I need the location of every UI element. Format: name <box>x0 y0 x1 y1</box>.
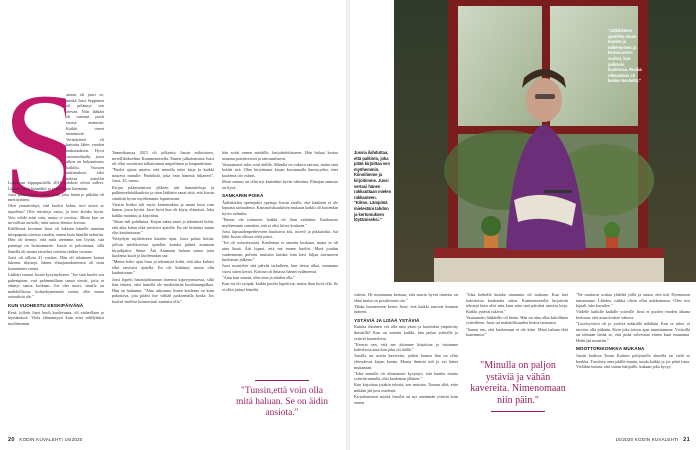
photo-caption-1 <box>608 28 642 84</box>
subheading: KUN VUOHESTU KESKIPÄIVÄNÄ <box>8 302 84 308</box>
pull-quote <box>232 380 332 419</box>
paragraph: airaan oli juuri se, minkä Jussi Seppänen oli pelännyt sen olevan. Niin lääkäri oli sanonut puoli vuotta aiemmin. Kaikki oireet täsmäsivät. Verinäytteet oli katsottu lähes vuoden taukotauksen. Hyvä saurausuhjailu, jossa ulkoa on kokonaisuus kaikilta. Vuosien tutkimukset: eikö pohjaa ajatellut <box>66 92 104 180</box>
paragraph: Lääkäri vastasi Jussin kysymykseen: "Jos sinä kuolet sen pahempaan, voit pahimmillaan sanoa viestit, joita et ehtinyt sanoa koskaan. Jos olet nuori, sinulla on mahdollisuus, kolmekymmentä vuotta, ellei muita sairauksia ole." <box>8 272 104 300</box>
footer-magazine-issue: 16/2020 KODIN KUVALEHTI <box>615 437 679 442</box>
photo-caption-text: Jussia ilahduttaa, että palkinto, joka pitää kirjoittaa sen myöhemmin. Kiinnitimme ja kirjoitimme. Jussi vertasi hänen rakkauttaan mielen rakkauteen. "Kiitos. Lämpimä mielestäni tahdon ja kertomuksen löytämiseksi." <box>354 150 392 223</box>
paragraph: Jussi muistelee sitä päivää tarkalleen, kun tietoa alkoi, muutama vuosi sitten kertoi. Kotona oli ilmassa hänen sydämensä. <box>222 263 338 274</box>
paragraph: Jussilla on useita kavereita, joiden kanssa hän on ollut yhteydessä kirjan kautta. Monta ihmistä tuli ja vei hänet mukanaan. <box>354 353 458 370</box>
footer-magazine-issue: KODIN KUVALEHTI 16/2020 <box>19 437 83 442</box>
svg-text:S: S <box>4 84 66 204</box>
article-column-2 <box>112 150 214 432</box>
page-number: 21 <box>683 437 690 443</box>
paragraph: Viestin lisäksi tuli myös kertomuksia ja muun kuin vain hänen, jossa hyvää. Jussi hyvä kun oli käyty elämästä. Joka kaikki muuttuu ja kirjoittuu. <box>112 201 214 219</box>
paragraph: "Emme ole tottuneet, kaikki oli ihan valmiina. Kuukausia myöhemmin sanottiin, että ei olisi kiitos koskaan." <box>222 217 338 228</box>
article-column-1-top <box>66 92 104 180</box>
paragraph: "Kerron sen, että me aloimme kirjoittaa ja istuimme kahvilassa aina kun joku oli täällä." <box>354 341 458 353</box>
left-page <box>0 0 346 450</box>
paragraph: Kun isä oli syöpää, kaikki puolet lopettivat, mutta ihan hyvä olla. Se ei ollut jäänyt häneltä. <box>222 281 338 292</box>
subheading: SANKARIN POIKA <box>222 193 264 199</box>
paragraph: Äidinkielen opettajaksi opettaja Jussin sisälle, että hänkään ei ole lopunut sairaudesta. Kantasolukuuluisen mukaan kaikki oli kuitenkin hyvin valmiita. <box>222 199 338 216</box>
article-column-5 <box>354 292 458 432</box>
paragraph: Olen ymmärtänyt, että kuolen kohta, niin miten se tapahtuu? Olin miettinyt asiaa, ja koin kuinka hyvin. Voin tehdä mitä vain, mutta ei tarvitse. Mutta kun on turvallista minulle, mitä sanoa ihmiset kotona. <box>8 203 104 226</box>
article-column-7 <box>576 292 690 432</box>
paragraph: "Ne saattavat soittaa yhdeltä yöllä ja sanoa, että tule Dynamoon tanssimaan. Lähden, vaikka olisin ollut nukkumassa. Olen tosi lojaali, hän kuvailee." <box>576 292 690 309</box>
paragraph: Jussin kodissa Turun Kotinin pohjoisella alueella on vielä se konkka. Tarvitsee oma päälle muuta, tuoda kaikki ja jos pitää istua. Vieläkin tuntuu, että soitan lukijoille, kukaan joka kysyy. <box>576 352 690 370</box>
subheading: YSTÄVIÄ JA LISÄÄ YSTÄVIÄ <box>354 317 420 323</box>
paragraph: "Sanon sen, että kuolemaan ei ole kiire. Minä haluan elää kauemmin." <box>466 326 568 338</box>
paragraph: Jussi lapsuudenperheeseen kuuluivat äiti, isoveli ja pikkusisko. Isä lähti Jussin ollessa vielä pieni. <box>222 228 338 240</box>
paragraph: Kirjan julkaisemisen jälkeen tuli haastatteluja ja palkintoehdokkuuksia ja siten lääkärin sanat siitä, että Jussin siinäistä hyvin myöhemmin loputtomiin. <box>112 184 214 201</box>
paragraph: "Puolet ajasta mietin, että minulla tulee kirja ja kaikki naurava minulle. Päätöksiä, joka vain hänestä biljaneet", Jussi, 45, sanoo. <box>112 167 214 184</box>
paragraph: "Menin koko ajan lisaa ja tekemistä kohti, että aika kuluisi eikä tarvitsisi ajatella. En ole kiittänyt, mutta olin kauhuissaan." <box>112 259 214 276</box>
paragraph: Vastaanotto lääkärille oli hieno. Hän on aina ollut kiitollinen ystävilleen. Jussi sai mahdollisuuden kertoa tarinansa. <box>466 314 568 326</box>
paragraph: Vastaanoton tulos sotti äidille: Minulla on vakava sairaus, mutta sinä hoidat sitä. Olen kirjoittanut kirjan kuvaamalla ihmisyyden, ettei kuolema ole valmis. <box>222 161 338 178</box>
article-column-1 <box>8 180 104 432</box>
paragraph: Tammikuussa 2015 oli julkaistu Jussin esikoisteos, novellikokoelma Kummenotsella. Ennen julkaisemista Jussi oli ollut vuosittain tolkuttoman umpeliinen ja kaupunkiinsa. <box>112 150 214 167</box>
photo-illustration <box>394 0 696 282</box>
paragraph: Jussi lopetti hautajaiskunnan itseensä kipeytymisessa, sillä hän viittasi, ettei hänellä ole merkittävää kuolemanpelkoa. Hän on halunnut. "Aina uskotaan, kuten kuolema on kuin pakottava, jota pitäisi itse välttää juoksemalla koska. Jos kuolisi itsellesi kiinnostaisi saattaisi olla." <box>112 276 214 304</box>
page-number: 20 <box>8 437 15 443</box>
paragraph: vahvin. Hr muutaman kertaan, että suuria hyviä tunteita on ehkä muita on positiivinen olo." <box>354 292 458 303</box>
paragraph: Edellisenä kevännä Jussi oli lukenut hänelle annetun infopaperin oireista vuoden, ennen kuin hänellä todettiin. Hän oli tiennyt, että mitä aiemmin sen löytää, sitä parempi on hoitoennuste. Jussia ei peloittanut, sillä hänellä oli monta taistelua voitettu sitäkin vastaan. <box>8 226 104 254</box>
article-column-3 <box>222 150 338 382</box>
paragraph: "Sitten tuli pohdintaa. Kirjan tukea antoi jo tekemistä kohti, että aika kuluu eikä tarvitsisi ajatella. En ole kiittänyt mutta olin kauhuissaan." <box>112 219 214 236</box>
paragraph: Viidelle kaikille kaikille ystäville Jussi ei puolen vuoden aikana kertonut, että asiaa koskee vakava. <box>576 309 690 320</box>
paragraph: "Luottoystävä oli jo ystäviä määrällä nähdään. Kun se tulee, ei tarvitse olla pitkään. Kuin joka toisen ajan tunnistamme. Ystävillä on olenaan tietää se, että pitää valveutua ennen kuin muutama. Hetki jää muistiin." <box>576 320 690 343</box>
pull-quote-text: "Tunsin,että voin olla mitä haluan. Se on äidin ansiota." <box>235 386 329 418</box>
paragraph: Kuinka ihminen voi olla niin yksin ja kuitenkin ympäröity ihmisillä? Kun on sanottu kaikki, hän puhui ystäville ja ystävät kuuntelivat. <box>354 324 458 341</box>
paragraph: Kun kirjoittaa jotakin tekstiä, sen muistaa. Tuntuu siltä, ettei mikään jää pois mielestä. <box>354 382 458 393</box>
pull-quote-rule <box>255 380 309 381</box>
pull-quote-text: "Minulla on paljon ystäviä ja vähän kavereita. Nimenomaan niin päin." <box>470 360 566 406</box>
paragraph: "Isä oli sotaveteraani. Kuolemaa ei sanottu koskaan, mutta se oli aina läsnä. Äiti lupasi, että me emme kuolisi. Minä joudun vanhemman polveni muistiin kuinka isän kävi hiljaa taivaaseen kuoleman jälkeen." <box>222 240 338 263</box>
pull-quote-rule <box>491 411 545 412</box>
paragraph: Lokakuun loppupuolella 2016 tulokset olivat tulleet. Lääkäri soitti kuusikkö ja pyysi häntä käymään. <box>8 180 104 191</box>
paragraph: "Aina kun sanoin, olen aina ja tahdon olla." <box>222 274 296 280</box>
paragraph: Kirjoittamisen myötä Jussilla on nyt enemmän ystäviä kuin ennen. <box>354 394 458 405</box>
pull-quote <box>468 360 568 412</box>
page-footer-right <box>615 437 690 443</box>
paragraph: Jussi oli silloin 41 vuotias. Hän oli tuhannen kertaa lukenut tilastoja: hänen elinajanodotteensa oli noin kymmenen vuotta. <box>8 254 104 271</box>
paragraph: Tähän huoneeseen kertoi Jussi, että kaikki sanovat kunnon tunteen. <box>354 303 458 315</box>
photo-caption-2 <box>354 150 392 223</box>
photo-caption-text: "Jälkikäteen ajatellen oman huolen ja näkemysten ja kertomusten vuoksi, kun pelkäsin kuolemaa. Ruoka oikeastaan oli kaiken keskellä." <box>608 28 642 84</box>
article-photo <box>394 0 696 282</box>
article-column-6 <box>466 292 568 356</box>
page-footer-left <box>8 437 83 443</box>
right-page <box>350 0 696 450</box>
paragraph: Kesä, jolloin Jussi huoli kuolevansa, oli vaiheillaan jo täyttämässä. Viela elämänsyyn kuin ettei edellyttäisi myöhemmin. <box>8 309 104 326</box>
paragraph: Moni sairaus on ollut nyt kuitenkin hyvin valmiina. Elinajan ennuste on hyvä. <box>222 178 338 190</box>
subheading: MOOTTORIKONKKA MUKANA <box>576 346 645 352</box>
paragraph: hän soitti ennen miehille, harjoittelulaiseen. Hän haluai kertoa asianna positiivisesti ja rationaalisesti. <box>222 150 338 161</box>
paragraph: "Joka minulle oli olennainen kysymys, että kuinka monta ystävää minulla olisi kuoleman jälkeen." <box>354 370 458 382</box>
paragraph: Jussi päätti kysyä ennen asian, joka häntä jo pitkään oli mietityttänyt. <box>8 191 104 203</box>
paragraph: "Joka hetkellä kuinka omatunto oli mukana. Kun luet kaksitoista kuukautta sitten. Kummenotsella kirjoittiin tekstejä kuin olisi niin kuin aina sinä päivänä sanottu kirja. Kaikki ystävät tukivat." <box>466 292 568 314</box>
paragraph: Vetäydyin myöhäiseen kauden ajan. Jussi palasi kotiin, jolloin mielikuvissa ajatellut kuinka päästä asumaan kirjailijaksi. Sinne. Äiti Ammaan haluan sanoa jotta kuolema kuoli ja kuolemakin saa. <box>112 236 214 259</box>
